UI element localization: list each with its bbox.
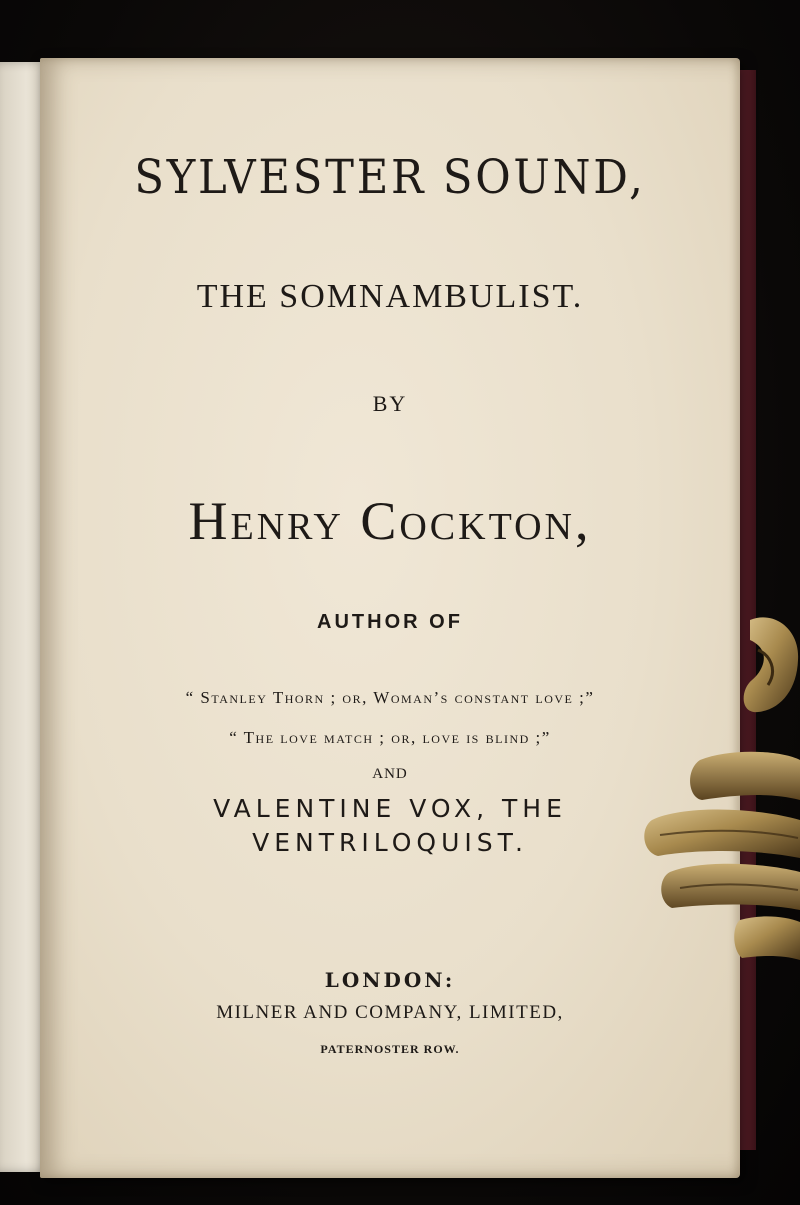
author-of-label: AUTHOR OF (317, 611, 463, 633)
book-title: SYLVESTER SOUND, (134, 150, 646, 205)
publication-city: LONDON: (324, 968, 456, 992)
publisher-address: PATERNOSTER ROW. (320, 1042, 460, 1056)
and-label: AND (372, 766, 408, 782)
other-work-2: “ The love match ; or, love is blind ;” (229, 728, 551, 747)
brass-bookend-icon (640, 610, 800, 1010)
by-line: BY (372, 391, 408, 416)
publisher-name: MILNER AND COMPANY, LIMITED, (216, 1002, 564, 1023)
title-page (40, 58, 740, 1178)
other-work-3-line-1: VALENTINE VOX, THE (213, 794, 567, 823)
book-subtitle: THE SOMNAMBULIST. (196, 278, 584, 315)
other-work-3-line-2: VENTRILOQUIST. (252, 828, 528, 857)
author-name: Henry Cockton, (188, 491, 592, 551)
other-work-1: “ Stanley Thorn ; or, Woman’s constant love ;” (185, 688, 595, 707)
